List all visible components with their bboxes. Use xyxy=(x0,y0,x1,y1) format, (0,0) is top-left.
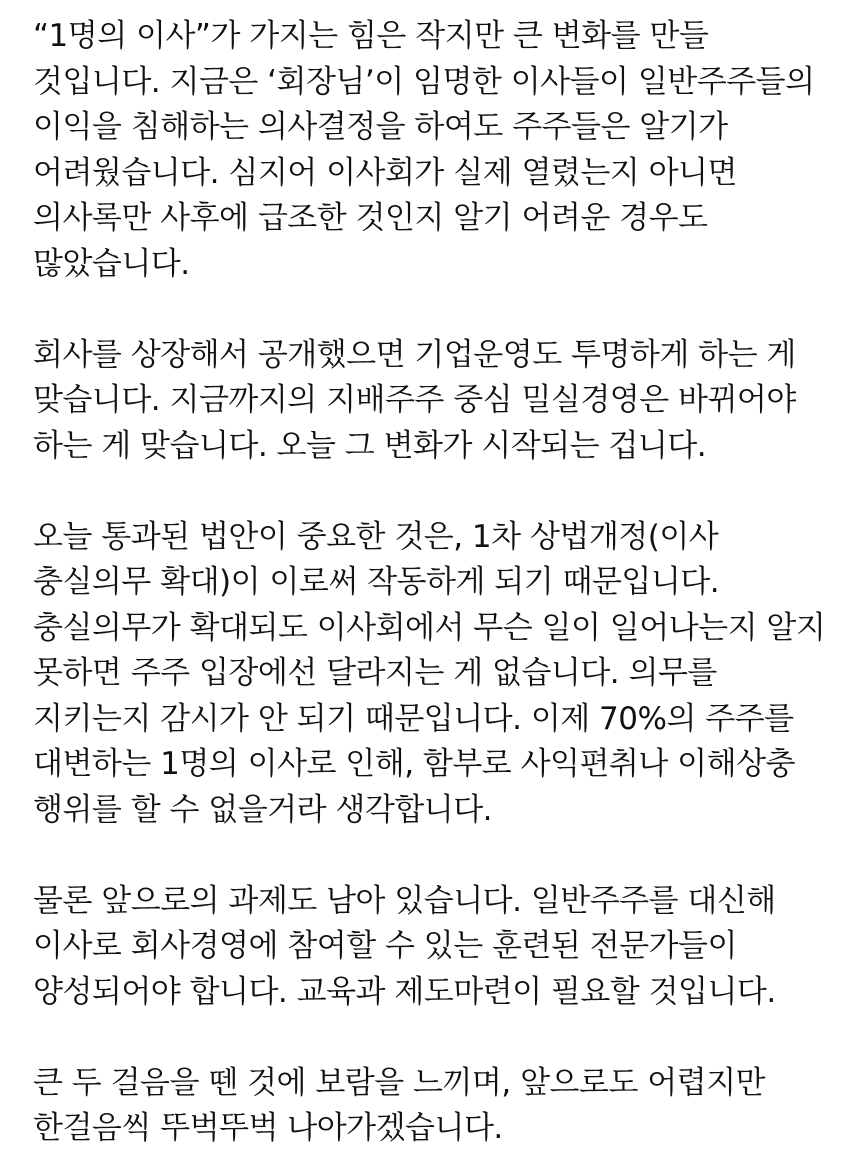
text-line: 물론 앞으로의 과제도 남아 있습니다. 일반주주를 대신해 xyxy=(33,882,776,919)
text-line: 양성되어야 합니다. 교육과 제도마련이 필요할 것입니다. xyxy=(33,973,776,1010)
paragraph-1 xyxy=(33,14,823,287)
text-line: 행위를 할 수 없을거라 생각합니다. xyxy=(33,791,493,828)
paragraph-4 xyxy=(33,879,823,1016)
text-line: 지키는지 감시가 안 되기 때문입니다. 이제 70%의 주주를 xyxy=(33,700,794,737)
text-line: 충실의무가 확대되도 이사회에서 무슨 일이 일어나는지 알지 xyxy=(33,609,826,646)
text-line: 회사를 상장해서 공개했으면 기업운영도 투명하게 하는 게 xyxy=(33,336,796,373)
text-line: 큰 두 걸음을 뗀 것에 보람을 느끼며, 앞으로도 어렵지만 xyxy=(33,1064,765,1101)
document-body xyxy=(33,14,826,1152)
paragraph-3 xyxy=(33,515,826,834)
text-line: 이사로 회사경영에 참여할 수 있는 훈련된 전문가들이 xyxy=(33,928,737,964)
text-line: 의사록만 사후에 급조한 것인지 알기 어려운 경우도 xyxy=(33,200,708,236)
text-line: 대변하는 1명의 이사로 인해, 함부로 사익편취나 이해상충 xyxy=(33,746,795,782)
text-line: 오늘 통과된 법안이 중요한 것은, 1차 상법개정(이사 xyxy=(33,518,719,555)
text-line: 하는 게 맞습니다. 오늘 그 변화가 시작되는 겁니다. xyxy=(33,427,707,464)
text-line: 못하면 주주 입장에선 달라지는 게 없습니다. 의무를 xyxy=(33,655,717,691)
text-line: 것입니다. 지금은 ‘회장님’이 임명한 이사들이 일반주주들의 xyxy=(33,63,815,100)
paragraph-5 xyxy=(33,1061,823,1152)
text-line: “1명의 이사”가 가지는 힘은 작지만 큰 변화를 만들 xyxy=(33,18,709,54)
text-line: 충실의무 확대)이 이로써 작동하게 되기 때문입니다. xyxy=(33,564,720,600)
paragraph-2 xyxy=(33,333,823,470)
text-line: 한걸음씩 뚜벅뚜벅 나아가겠습니다. xyxy=(33,1110,503,1146)
text-line: 많았습니다. xyxy=(33,245,190,282)
text-line: 어려웠습니다. 심지어 이사회가 실제 열렸는지 아니면 xyxy=(33,154,737,191)
text-line: 맞습니다. 지금까지의 지배주주 중심 밀실경영은 바뀌어야 xyxy=(33,382,796,418)
text-line: 이익을 침해하는 의사결정을 하여도 주주들은 알기가 xyxy=(33,109,728,145)
